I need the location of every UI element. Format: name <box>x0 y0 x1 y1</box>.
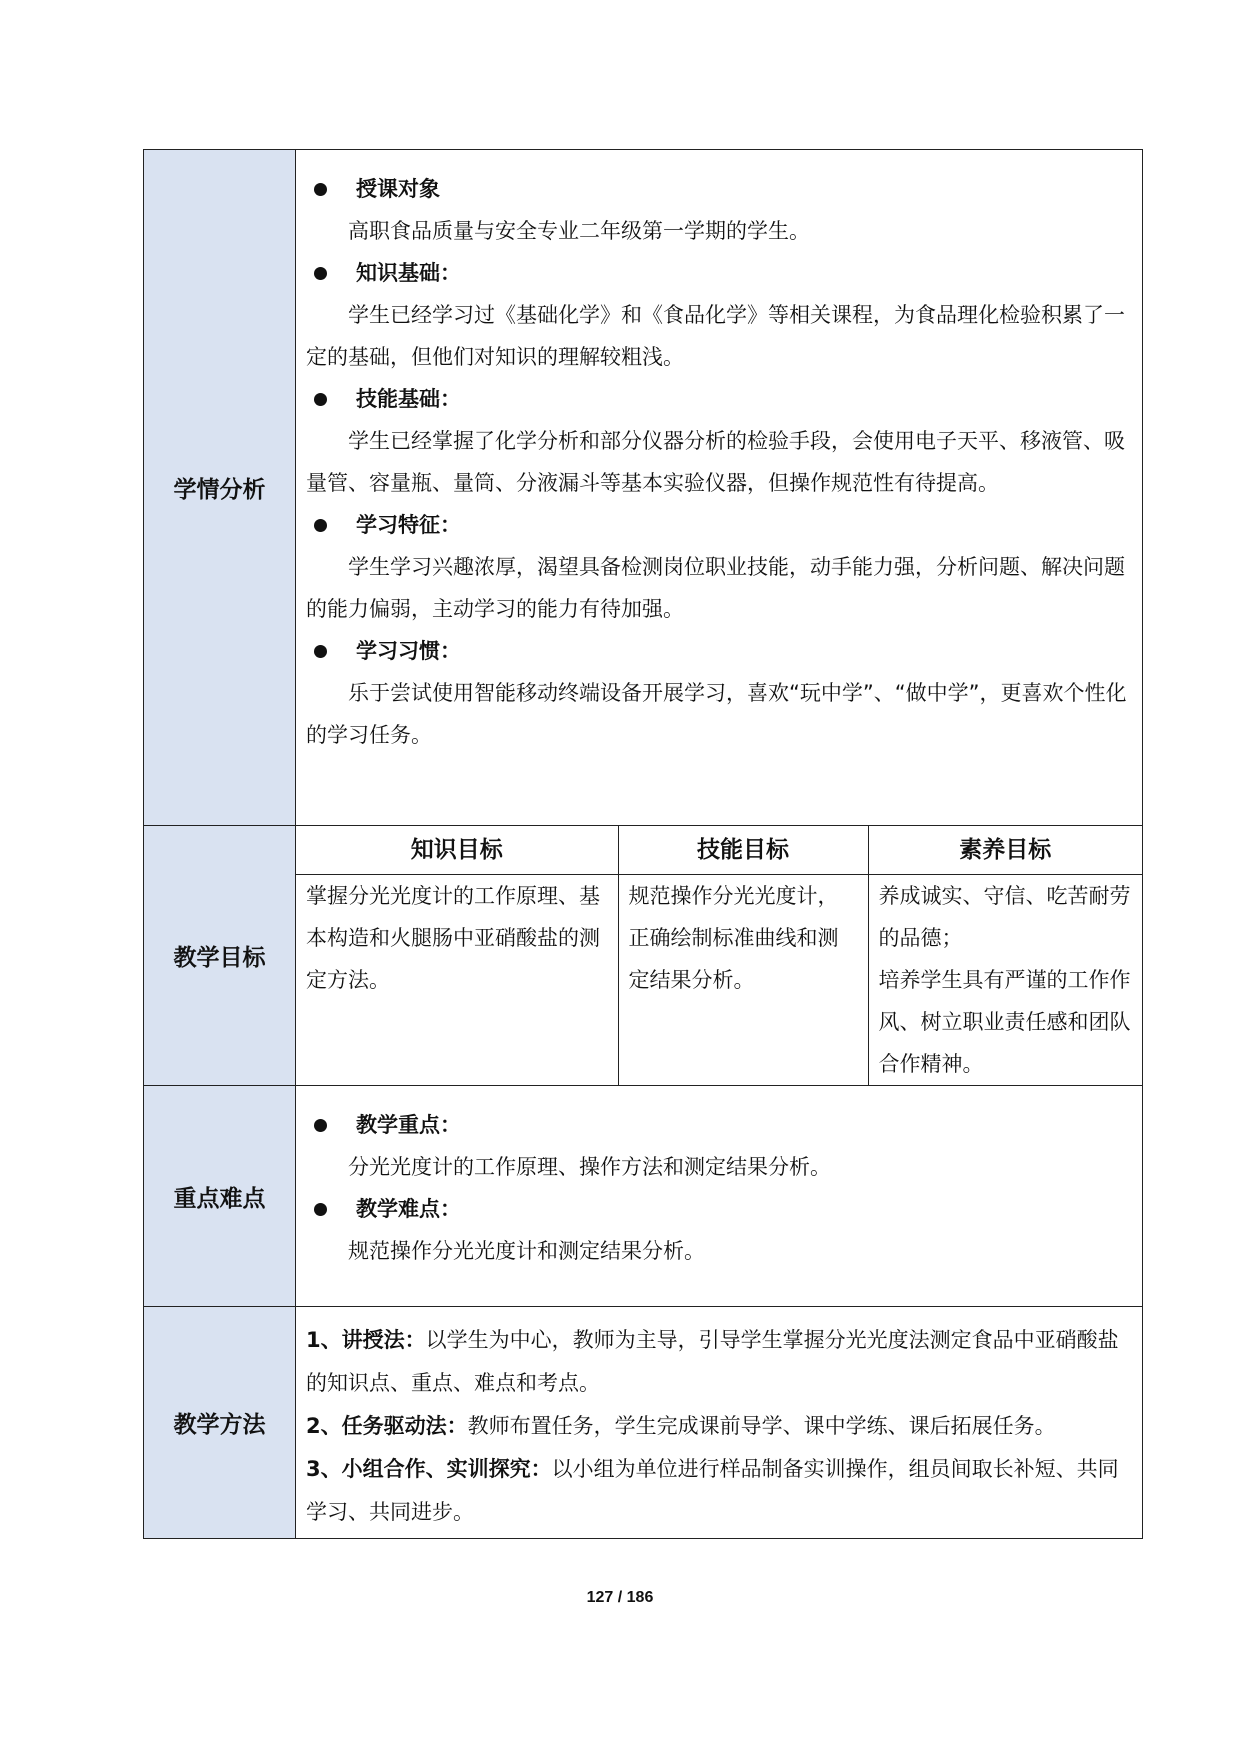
bullet-text: 学生学习兴趣浓厚，渴望具备检测岗位职业技能，动手能力强，分析问题、解决问题的能力偏弱，主动学习的能力有待加强。 <box>306 555 1125 621</box>
bullet-text: 规范操作分光光度计和测定结果分析。 <box>348 1239 705 1263</box>
bullet-dot-icon <box>314 267 327 280</box>
goal-column-header: 素养目标 <box>868 826 1142 875</box>
bullet-title: 学习习惯： <box>306 630 1132 672</box>
quality-goal-line: 养成诚实、守信、吃苦耐劳的品德； <box>878 884 1131 950</box>
bullet-title: 学习特征： <box>306 504 1132 546</box>
method-item: 1、讲授法：以学生为中心，教师为主导，引导学生掌握分光光度法测定食品中亚硝酸盐的知识点、重点、难点和考点。 <box>306 1328 1119 1395</box>
analysis-header: 学情分析 <box>144 150 296 826</box>
keypoints-content <box>296 1086 1143 1307</box>
bullet-text: 分光光度计的工作原理、操作方法和测定结果分析。 <box>348 1155 831 1179</box>
goals-header: 教学目标 <box>144 826 296 1086</box>
bullet-dot-icon <box>314 645 327 658</box>
analysis-content <box>296 150 1143 826</box>
goals-row <box>144 826 1143 1086</box>
methods-header: 教学方法 <box>144 1307 296 1539</box>
goals-content <box>296 826 1143 1086</box>
method-item: 2、任务驱动法：教师布置任务，学生完成课前导学、课中学练、课后拓展任务。 <box>306 1414 1056 1438</box>
goals-table <box>296 826 1142 1085</box>
bullet-title: 教学重点： <box>306 1104 1132 1146</box>
methods-content <box>296 1307 1143 1539</box>
skill-goal: 规范操作分光光度计，正确绘制标准曲线和测定结果分析。 <box>618 875 868 1086</box>
bullet-title: 知识基础： <box>306 252 1132 294</box>
bullet-title: 教学难点： <box>306 1188 1132 1230</box>
knowledge-goal: 掌握分光光度计的工作原理、基本构造和火腿肠中亚硝酸盐的测定方法。 <box>296 875 618 1086</box>
bullet-dot-icon <box>314 393 327 406</box>
bullet-dot-icon <box>314 519 327 532</box>
keypoints-header: 重点难点 <box>144 1086 296 1307</box>
goal-column-header: 知识目标 <box>296 826 618 875</box>
bullet-dot-icon <box>314 1203 327 1216</box>
quality-goal <box>868 875 1142 1086</box>
bullet-text: 学生已经掌握了化学分析和部分仪器分析的检验手段，会使用电子天平、移液管、吸量管、容量瓶、量筒、分液漏斗等基本实验仪器，但操作规范性有待提高。 <box>306 429 1125 495</box>
keypoints-row <box>144 1086 1143 1307</box>
bullet-dot-icon <box>314 1119 327 1132</box>
quality-goal-line: 培养学生具有严谨的工作作风、树立职业责任感和团队合作精神。 <box>878 968 1131 1076</box>
bullet-text: 乐于尝试使用智能移动终端设备开展学习，喜欢“玩中学”、“做中学”，更喜欢个性化的学习任务。 <box>306 681 1127 747</box>
bullet-text: 高职食品质量与安全专业二年级第一学期的学生。 <box>348 219 810 243</box>
analysis-row <box>144 150 1143 826</box>
goal-column-header: 技能目标 <box>618 826 868 875</box>
method-item: 3、小组合作、实训探究：以小组为单位进行样品制备实训操作，组员间取长补短、共同学习、共同进步。 <box>306 1457 1119 1524</box>
bullet-title: 技能基础： <box>306 378 1132 420</box>
page-number: 127 / 186 <box>586 1589 654 1606</box>
methods-row <box>144 1307 1143 1539</box>
bullet-dot-icon <box>314 183 327 196</box>
lesson-plan-table <box>143 149 1143 1539</box>
bullet-text: 学生已经学习过《基础化学》和《食品化学》等相关课程，为食品理化检验积累了一定的基础，但他们对知识的理解较粗浅。 <box>306 303 1125 369</box>
bullet-title: 授课对象 <box>306 168 1132 210</box>
